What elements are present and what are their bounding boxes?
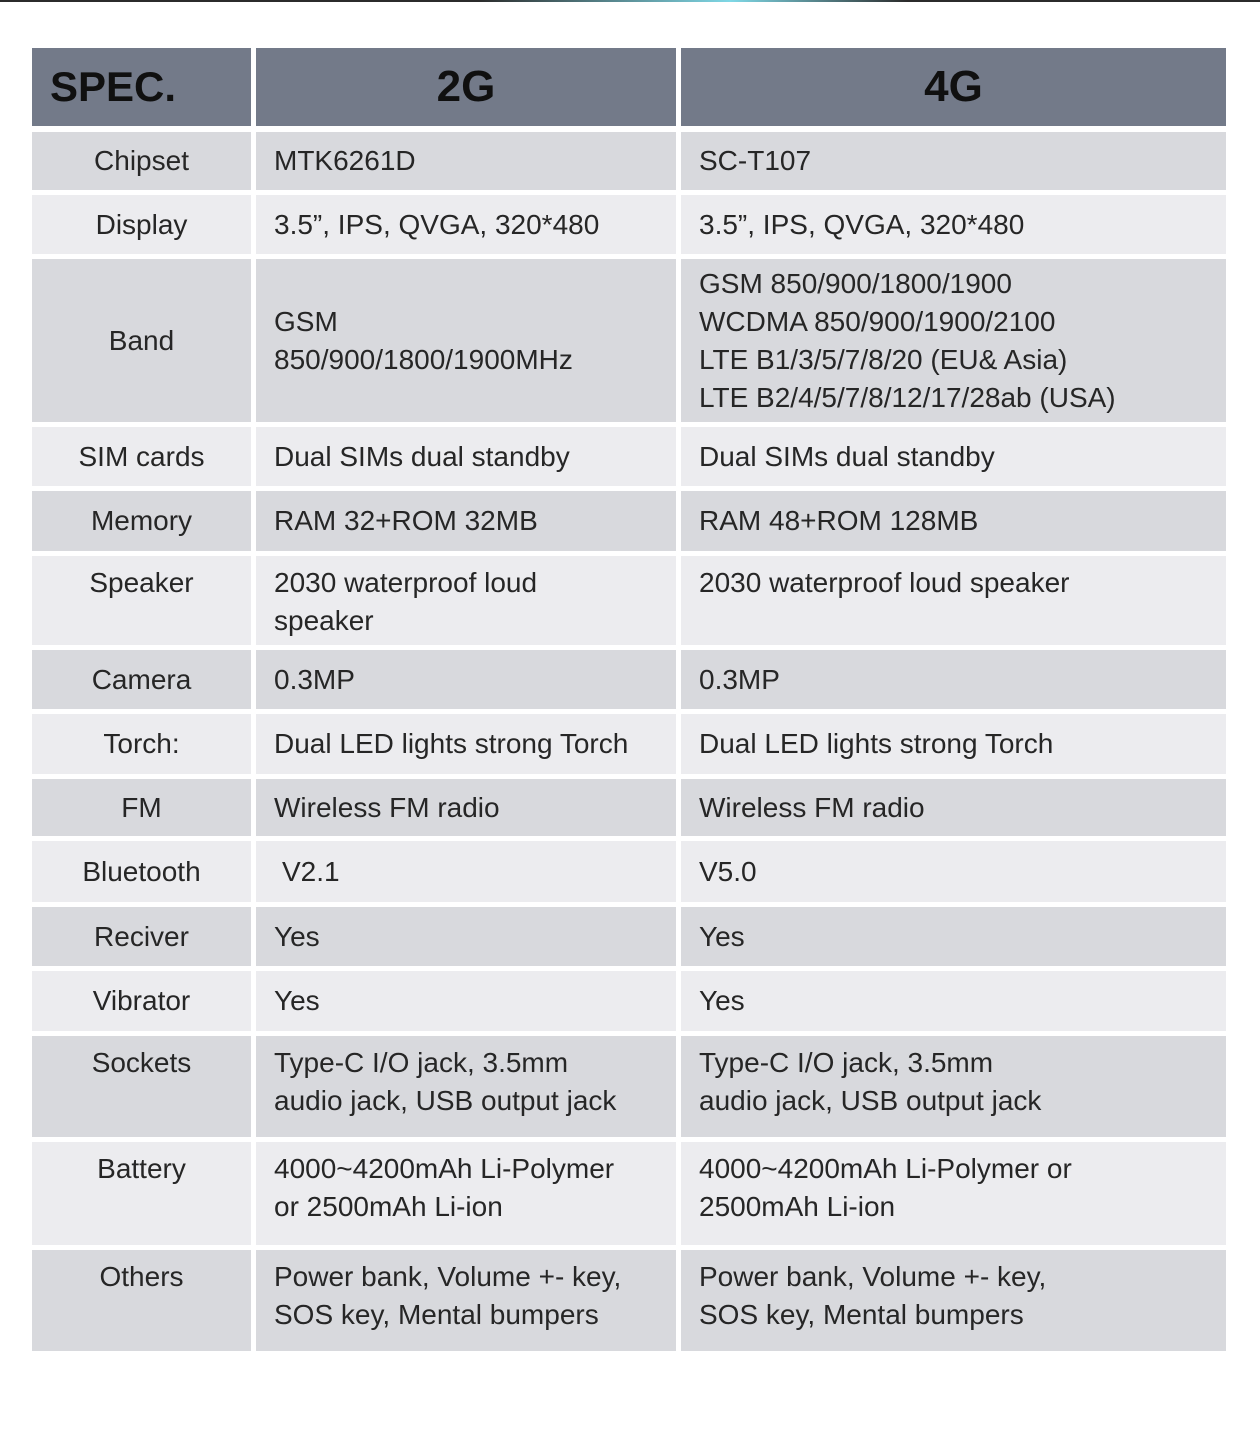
value-line: or 2500mAh Li-ion [274, 1191, 503, 1222]
value-line: Wireless FM radio [699, 791, 925, 823]
value-2g [256, 427, 681, 491]
value-2g [256, 650, 681, 714]
spec-label: Reciver [32, 907, 256, 971]
value-4g [681, 132, 1226, 195]
value-line: MTK6261D [274, 145, 416, 176]
spec-label: Band [32, 259, 256, 427]
value-2g [256, 841, 681, 907]
value-2g [256, 779, 681, 841]
value-4g [681, 1250, 1226, 1356]
table-header-row [32, 48, 1226, 132]
spec-label: Others [32, 1250, 256, 1356]
spec-label: FM [32, 779, 256, 841]
spec-label: Torch: [32, 714, 256, 779]
value-line: V5.0 [699, 855, 757, 887]
spec-label: Vibrator [32, 971, 256, 1036]
value-line: SOS key, Mental bumpers [274, 1299, 599, 1330]
value-line: audio jack, USB output jack [699, 1085, 1042, 1116]
value-4g [681, 650, 1226, 714]
table-row [32, 427, 1226, 491]
spec-label: Memory [32, 491, 256, 556]
table-row [32, 779, 1226, 841]
value-2g [256, 971, 681, 1036]
value-4g [681, 1036, 1226, 1142]
value-4g [681, 714, 1226, 779]
value-line: 0.3MP [699, 663, 780, 695]
spec-label: Sockets [32, 1036, 256, 1142]
spec-label: Bluetooth [32, 841, 256, 907]
value-line: V2.1 [282, 855, 340, 887]
value-2g [256, 1036, 681, 1142]
value-4g [681, 491, 1226, 556]
value-line: 4000~4200mAh Li-Polymer [274, 1153, 615, 1184]
table-row [32, 971, 1226, 1036]
value-line: audio jack, USB output jack [274, 1085, 617, 1116]
spec-label: SIM cards [32, 427, 256, 491]
table-row [32, 650, 1226, 714]
value-line: speaker [274, 605, 374, 636]
value-line: Dual LED lights strong Torch [274, 728, 629, 759]
value-line: GSM [274, 305, 338, 337]
value-line: 3.5”, IPS, QVGA, 320*480 [274, 208, 600, 240]
value-line: LTE B1/3/5/7/8/20 (EU& Asia) [699, 343, 1068, 375]
value-4g [681, 907, 1226, 971]
value-2g [256, 259, 681, 427]
value-2g [256, 132, 681, 195]
value-line: SOS key, Mental bumpers [699, 1299, 1024, 1330]
table-body [32, 132, 1226, 1356]
value-line: 850/900/1800/1900MHz [274, 343, 573, 375]
spec-label: Chipset [32, 132, 256, 195]
table-row [32, 1142, 1226, 1250]
spec-label: Battery [32, 1142, 256, 1250]
value-line: WCDMA 850/900/1900/2100 [699, 305, 1056, 337]
value-4g [681, 841, 1226, 907]
table-row [32, 132, 1226, 195]
spec-table [32, 48, 1226, 1356]
value-line: Type-C I/O jack, 3.5mm [699, 1047, 994, 1078]
value-line: Dual SIMs dual standby [699, 440, 995, 472]
value-line: GSM 850/900/1800/1900 [699, 267, 1012, 299]
value-line: 4000~4200mAh Li-Polymer or [699, 1153, 1072, 1184]
value-line: Yes [699, 920, 745, 952]
header-2g: 2G [256, 48, 681, 132]
value-line: 3.5”, IPS, QVGA, 320*480 [699, 208, 1025, 240]
value-2g [256, 714, 681, 779]
table-row [32, 556, 1226, 650]
header-4g: 4G [681, 48, 1226, 132]
value-line: Wireless FM radio [274, 791, 500, 823]
value-4g [681, 779, 1226, 841]
table-row [32, 1036, 1226, 1142]
value-4g [681, 1142, 1226, 1250]
value-4g [681, 259, 1226, 427]
value-line: Yes [274, 920, 320, 952]
table-row [32, 259, 1226, 427]
value-line: Power bank, Volume +- key, [699, 1261, 1047, 1292]
value-line: Dual SIMs dual standby [274, 440, 570, 472]
value-2g [256, 1142, 681, 1250]
value-4g [681, 195, 1226, 259]
spec-label: Speaker [32, 556, 256, 650]
value-line: Power bank, Volume +- key, [274, 1261, 622, 1292]
value-line: Yes [699, 985, 745, 1016]
table-row [32, 491, 1226, 556]
header-spec: SPEC. [32, 48, 256, 132]
table-row [32, 195, 1226, 259]
value-4g [681, 556, 1226, 650]
value-line: 2030 waterproof loud speaker [699, 567, 1070, 598]
value-line: RAM 48+ROM 128MB [699, 505, 979, 536]
value-line: RAM 32+ROM 32MB [274, 505, 538, 536]
value-2g [256, 491, 681, 556]
value-line: 0.3MP [274, 663, 355, 695]
table-row [32, 1250, 1226, 1356]
value-line: Type-C I/O jack, 3.5mm [274, 1047, 569, 1078]
value-2g [256, 195, 681, 259]
value-line: Yes [274, 985, 320, 1016]
value-2g [256, 907, 681, 971]
value-4g [681, 971, 1226, 1036]
value-2g [256, 556, 681, 650]
table-row [32, 714, 1226, 779]
top-rule [0, 0, 1260, 2]
value-2g [256, 1250, 681, 1356]
table-row [32, 841, 1226, 907]
value-4g [681, 427, 1226, 491]
value-line: 2030 waterproof loud [274, 567, 538, 598]
spec-label: Camera [32, 650, 256, 714]
spec-label: Display [32, 195, 256, 259]
value-line: Dual LED lights strong Torch [699, 728, 1054, 759]
table-row [32, 907, 1226, 971]
value-line: 2500mAh Li-ion [699, 1191, 896, 1222]
value-line: LTE B2/4/5/7/8/12/17/28ab (USA) [699, 381, 1116, 413]
value-line: SC-T107 [699, 145, 812, 176]
